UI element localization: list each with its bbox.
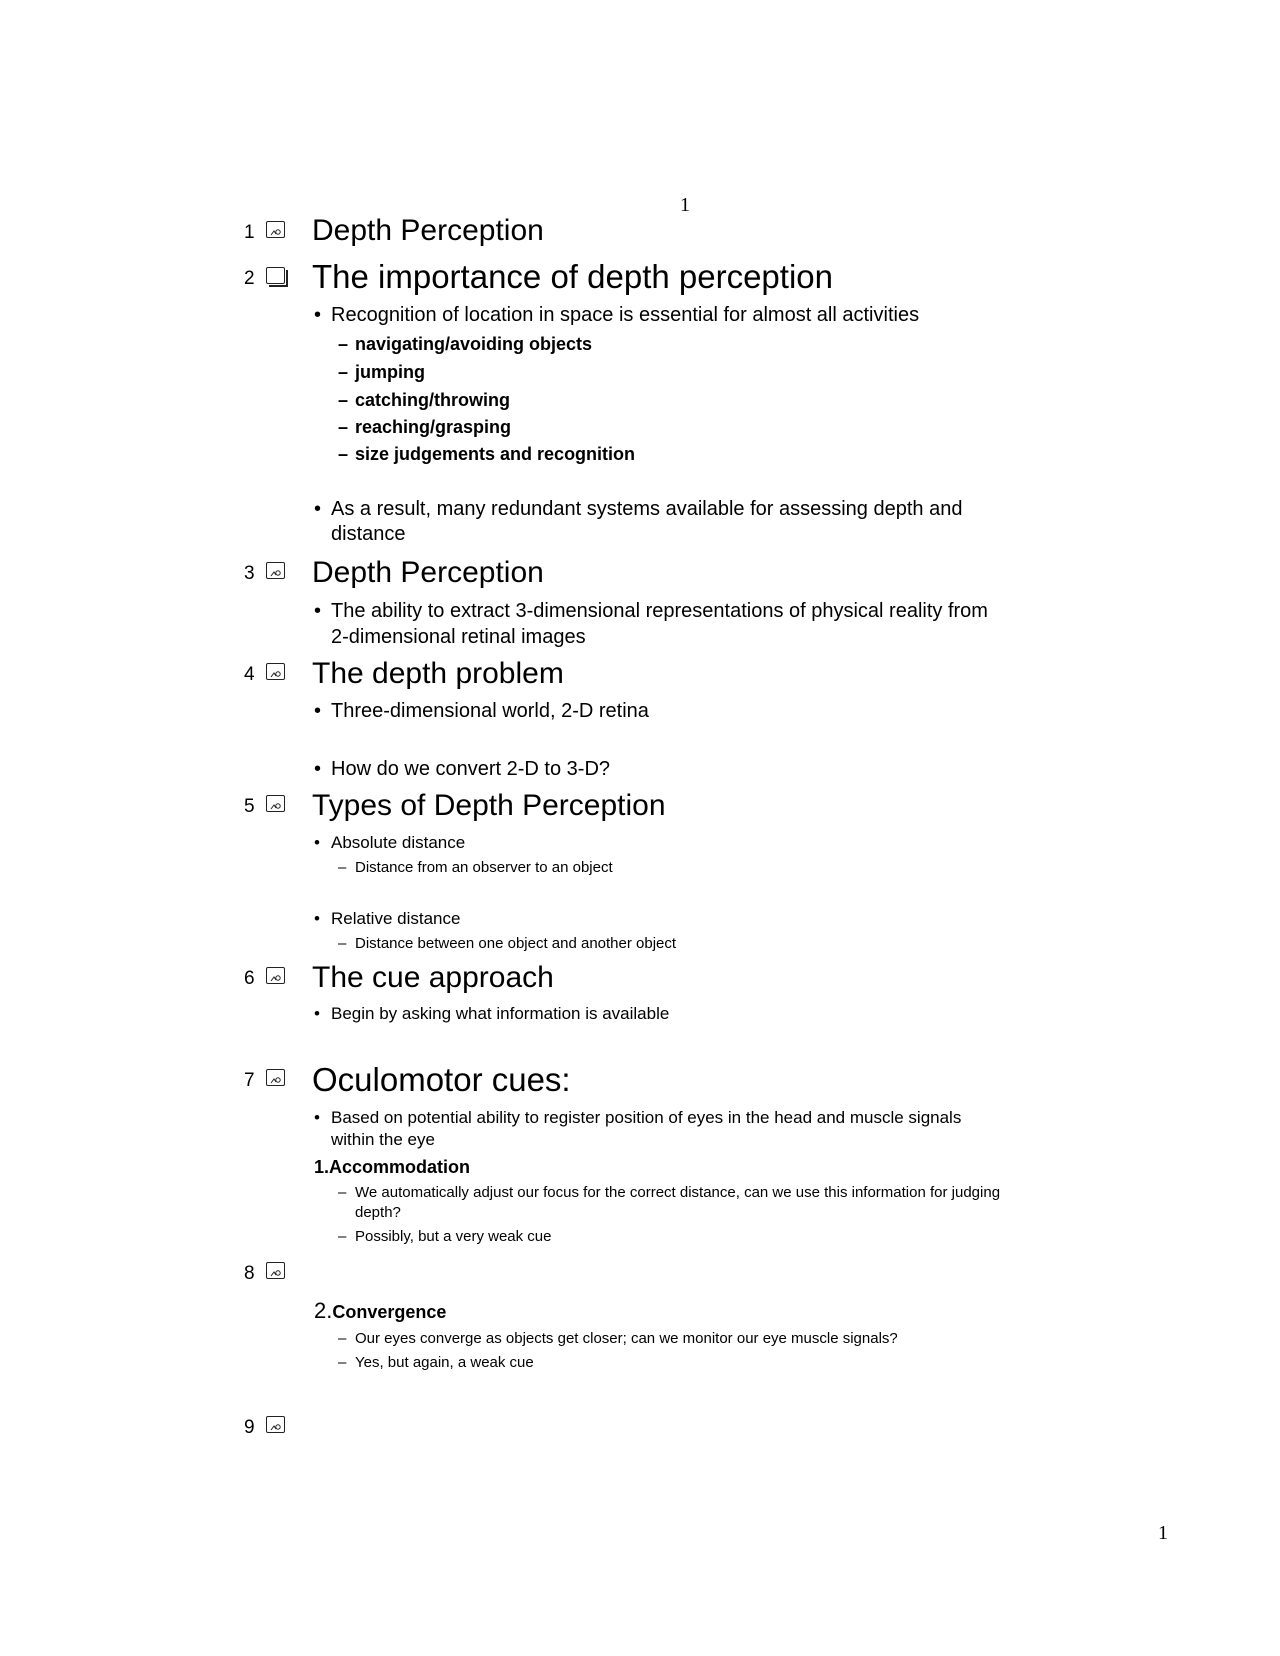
sub-bullet-dash: – <box>338 935 347 952</box>
bullet-marker: • <box>314 833 320 852</box>
sub-bullet-dash: – <box>338 859 347 876</box>
slide-number: 2 <box>244 268 255 289</box>
bullet-text-continuation: distance <box>331 523 406 545</box>
slide-number: 4 <box>244 664 255 685</box>
bullet-text: Absolute distance <box>331 833 466 852</box>
bullet-marker: • <box>314 700 322 722</box>
slide-thumbnail-icon <box>266 562 285 579</box>
bullet-text-continuation: 2-dimensional retinal images <box>331 626 586 648</box>
sub-bullet-text: Distance from an observer to an object <box>355 859 613 876</box>
slide-title: The cue approach <box>312 961 554 994</box>
sub-bullet-text-continuation: depth? <box>355 1204 401 1221</box>
slide-number: 7 <box>244 1070 255 1091</box>
bullet-text: How do we convert 2-D to 3-D? <box>331 758 611 780</box>
sub-bullet-text: jumping <box>355 362 425 382</box>
bullet-text: Based on potential ability to register position of eyes in the head and muscle signals <box>331 1108 962 1127</box>
sub-bullet-dash: – <box>338 1184 347 1201</box>
page-number-bottom: 1 <box>1158 1522 1168 1544</box>
sub-bullet-text: We automatically adjust our focus for the correct distance, can we use this information for judging <box>355 1184 1001 1201</box>
blank-slide-icon <box>266 267 285 284</box>
bullet-marker: • <box>314 758 322 780</box>
slide-thumbnail-icon <box>266 1416 285 1433</box>
slide-number: 3 <box>244 563 255 584</box>
sub-bullet-text: navigating/avoiding objects <box>355 334 593 354</box>
sub-bullet-text: size judgements and recognition <box>355 444 636 464</box>
slide-thumbnail-icon <box>266 795 285 812</box>
bullet-marker: • <box>314 909 320 928</box>
sub-bullet-dash: – <box>338 1228 347 1245</box>
bullet-text: Relative distance <box>331 909 461 928</box>
sub-bullet-dash: – <box>338 1330 347 1347</box>
numbered-item-text: Convergence <box>332 1302 447 1322</box>
slide-title: Depth Perception <box>312 556 544 589</box>
bullet-marker: • <box>314 1108 320 1127</box>
bullet-text-continuation: within the eye <box>331 1130 435 1149</box>
sub-bullet-dash: – <box>338 444 349 464</box>
sub-bullet-text: Distance between one object and another object <box>355 935 677 952</box>
slide-title: Oculomotor cues: <box>312 1061 571 1098</box>
slide-title: The depth problem <box>312 657 564 690</box>
numbered-item <box>314 1298 446 1324</box>
bullet-marker: • <box>314 304 322 326</box>
slide-number: 5 <box>244 796 255 817</box>
slide-number: 9 <box>244 1417 255 1438</box>
bullet-text: The ability to extract 3-dimensional representations of physical reality from <box>331 600 988 622</box>
slide-number: 8 <box>244 1263 255 1284</box>
slide-thumbnail-icon <box>266 663 285 680</box>
slide-number: 6 <box>244 968 255 989</box>
numbered-item: 1.Accommodation <box>314 1157 471 1177</box>
bullet-marker: • <box>314 600 322 622</box>
slide-thumbnail-icon <box>266 1069 285 1086</box>
bullet-text: Three-dimensional world, 2-D retina <box>331 700 649 722</box>
bullet-text: Recognition of location in space is essential for almost all activities <box>331 304 920 326</box>
sub-bullet-text: Possibly, but a very weak cue <box>355 1228 552 1245</box>
slide-title: Types of Depth Perception <box>312 789 666 822</box>
sub-bullet-dash: – <box>338 417 349 437</box>
bullet-marker: • <box>314 498 322 520</box>
slide-number: 1 <box>244 222 255 243</box>
sub-bullet-text: catching/throwing <box>355 390 510 410</box>
sub-bullet-text: Yes, but again, a weak cue <box>355 1354 534 1371</box>
numbered-item-prefix: 2. <box>314 1298 333 1323</box>
sub-bullet-dash: – <box>338 334 349 354</box>
slide-thumbnail-icon <box>266 1262 285 1279</box>
sub-bullet-text: Our eyes converge as objects get closer; can we monitor our eye muscle signals? <box>355 1330 898 1347</box>
bullet-text: Begin by asking what information is available <box>331 1004 670 1023</box>
sub-bullet-dash: – <box>338 1354 347 1371</box>
bullet-marker: • <box>314 1004 320 1023</box>
sub-bullet-text: reaching/grasping <box>355 417 512 437</box>
bullet-text: As a result, many redundant systems available for assessing depth and <box>331 498 963 520</box>
sub-bullet-dash: – <box>338 390 349 410</box>
slide-title: Depth Perception <box>312 214 544 247</box>
page-number-top: 1 <box>680 194 690 216</box>
slide-title: The importance of depth perception <box>312 258 833 295</box>
slide-thumbnail-icon <box>266 967 285 984</box>
slide-thumbnail-icon <box>266 221 285 238</box>
sub-bullet-dash: – <box>338 362 349 382</box>
